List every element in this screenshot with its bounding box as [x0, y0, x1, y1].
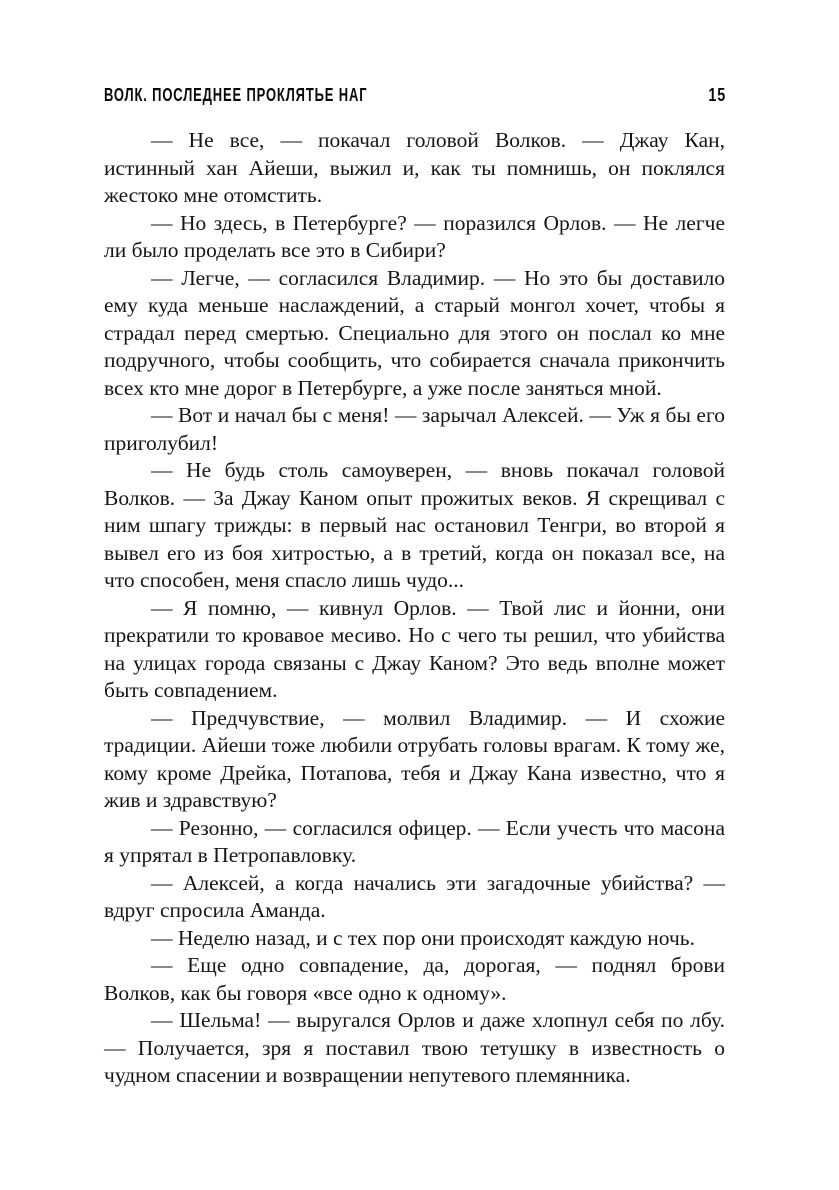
- paragraph: — Не все, — покачал головой Волков. — Джау Кан, истинный хан Айеши, выжил и, как ты помнишь, он поклялся жестоко мне отомстить.: [104, 128, 725, 207]
- paragraph: — Шельма! — выругался Орлов и даже хлопнул себя по лбу. — Получается, зря я поставил твою тетушку в известность о чудном спасении и возвращении непутевого племянника.: [104, 1008, 725, 1087]
- paragraph: — Я помню, — кивнул Орлов. — Твой лис и йонни, они прекратили то кровавое месиво. Но с чего ты решил, что убийства на улицах города связаны с Джау Каном? Это ведь вполне может быть совпадением.: [104, 595, 725, 702]
- page-number: 15: [708, 85, 726, 105]
- body-text: [104, 127, 725, 1090]
- paragraph: — Предчувствие, — молвил Владимир. — И схожие традиции. Айеши тоже любили отрубать головы врагам. К тому же, кому кроме Дрейка, Потапова, тебя и Джау Кана известно, что я жив и здравствую?: [104, 705, 725, 812]
- paragraph: — Не будь столь самоуверен, — вновь покачал головой Волков. — За Джау Каном опыт прожитых веков. Я скрещивал с ним шпагу трижды: в первый нас остановил Тенгри, во второй я вывел его из боя хитростью, а в третий, когда он показал все, на что способен, меня спасло лишь чудо...: [104, 458, 725, 592]
- paragraph: — Резонно, — согласился офицер. — Если учесть что масона я упрятал в Петропавловку.: [104, 815, 725, 867]
- paragraph: — Еще одно совпадение, да, дорогая, — поднял брови Волков, как бы говоря «все одно к одному».: [104, 953, 725, 1005]
- running-title: ВОЛК. ПОСЛЕДНЕЕ ПРОКЛЯТЬЕ НАГ: [104, 85, 368, 105]
- paragraph: — Но здесь, в Петербурге? — поразился Орлов. — Не легче ли было проделать все это в Сибири?: [104, 210, 725, 262]
- paragraph: — Вот и начал бы с меня! — зарычал Алексей. — Уж я бы его приголубил!: [104, 403, 725, 455]
- paragraph: — Неделю назад, и с тех пор они происходят каждую ночь.: [151, 925, 695, 950]
- running-header: [104, 84, 726, 106]
- paragraph: — Алексей, а когда начались эти загадочные убийства? — вдруг спросила Аманда.: [104, 870, 725, 922]
- paragraph: — Легче, — согласился Владимир. — Но это бы доставило ему куда меньше наслаждений, а старый монгол хочет, чтобы я страдал перед смертью. Специально для этого он послал ко мне подручного, чтобы сообщить, что собирается сначала прикончить всех кто мне дорог в Петербурге, а уже после заняться мной.: [104, 265, 725, 400]
